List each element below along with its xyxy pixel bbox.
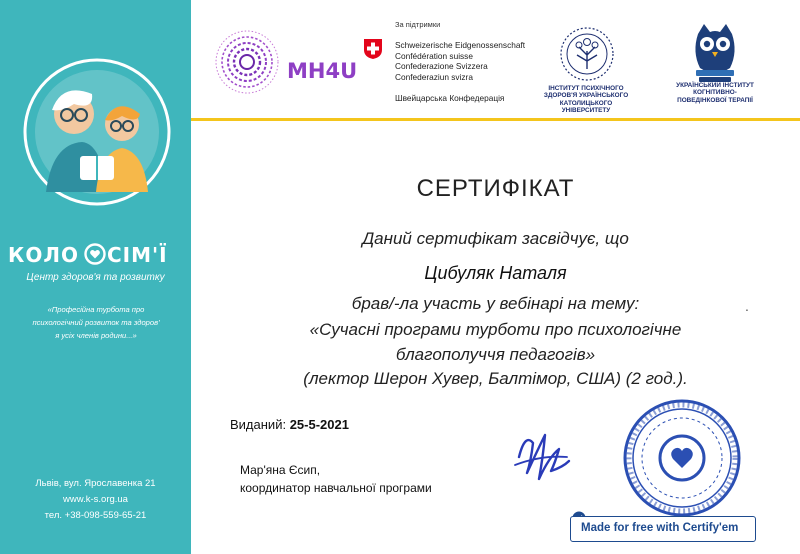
recipient-name: Цибуляк Наталя — [424, 263, 567, 283]
topic-line-2: благополуччя педагогів» — [395, 345, 596, 364]
lecturer-text: (лектор Шерон Хувер, Балтімор, США) (2 год.). — [303, 369, 688, 388]
logo-text-left: КОЛО — [8, 243, 79, 267]
swiss-ua-label: Швейцарська Конфедерація — [395, 93, 505, 103]
trailing-dot: . — [745, 298, 749, 314]
swiss-cross-icon — [362, 38, 384, 60]
swiss-line: Confederaziun svizra — [395, 71, 473, 82]
institute2-line: КОГНІТИВНО- — [693, 89, 737, 97]
support-label: За підтримки — [395, 20, 441, 29]
quote-line: «Професійна турбота про — [47, 305, 145, 314]
swiss-confederation-names — [395, 40, 525, 82]
swiss-line: Confederazione Svizzera — [395, 61, 488, 71]
institute2-line: ПОВЕДІНКОВОЇ ТЕРАПІЇ — [677, 96, 753, 104]
institute2-name — [660, 82, 770, 104]
quote-line: психологічний розвиток та здоров' — [32, 318, 160, 327]
mh4u-logo-text: MH4U — [287, 59, 358, 83]
kolo-simi-logo — [0, 243, 191, 269]
tree-seal-icon — [558, 25, 616, 83]
contacts-block — [0, 476, 191, 524]
phone-text: тел. +38-098-559-65-21 — [44, 510, 147, 521]
institute2-line: УКРАЇНСЬКИЙ ІНСТИТУТ — [676, 82, 754, 89]
institute1-line: КАТОЛИЦЬКОГО — [559, 99, 613, 107]
address-text: Львів, вул. Ярославенка 21 — [35, 478, 156, 489]
sidebar-panel — [0, 0, 191, 554]
swiss-line: Confédération suisse — [395, 50, 473, 61]
institute1-line: УНІВЕРСИТЕТУ — [561, 107, 611, 115]
mission-quote — [18, 303, 174, 342]
participation-text: брав/-ла участь у вебінарі на тему: — [351, 294, 640, 313]
signature-icon — [505, 427, 575, 487]
certificate-title: СЕРТИФІКАТ — [416, 175, 575, 202]
organization-stamp-icon — [622, 398, 742, 518]
signer-name: Мар'яна Єсип, — [240, 463, 321, 477]
header-divider — [191, 118, 800, 121]
institute1-line: ЗДОРОВ'Я УКРАЇНСЬКОГО — [543, 92, 629, 100]
swirl-logo-icon — [213, 28, 281, 96]
logo-text-right: СІМ'Ї — [107, 243, 168, 267]
swiss-line: Schweizerische Eidgenossenschaft — [395, 40, 526, 50]
signer-role: координатор навчальної програми — [240, 481, 432, 495]
issued-date: 25-5-2021 — [289, 417, 349, 432]
website-text: www.k-s.org.ua — [63, 494, 128, 505]
quote-line: я усіх членів родини...» — [55, 331, 137, 340]
heart-circle-icon — [84, 243, 106, 265]
owl-icon — [690, 22, 740, 84]
topic-line-1: «Сучасні програми турботи про психологічне — [309, 320, 682, 339]
institute1-line: ІНСТИТУТ ПСИХІЧНОГО — [548, 85, 624, 92]
logo-subtitle: Центр здоров'я та розвитку — [26, 272, 165, 283]
issued-label: Виданий: — [230, 417, 287, 432]
institute1-name — [525, 85, 647, 115]
certifies-text: Даний сертифікат засвідчує, що — [362, 229, 629, 248]
family-illustration-icon — [22, 52, 172, 212]
issued-line — [230, 417, 349, 432]
certifyem-badge[interactable]: Made for free with Certify'em — [570, 516, 756, 542]
